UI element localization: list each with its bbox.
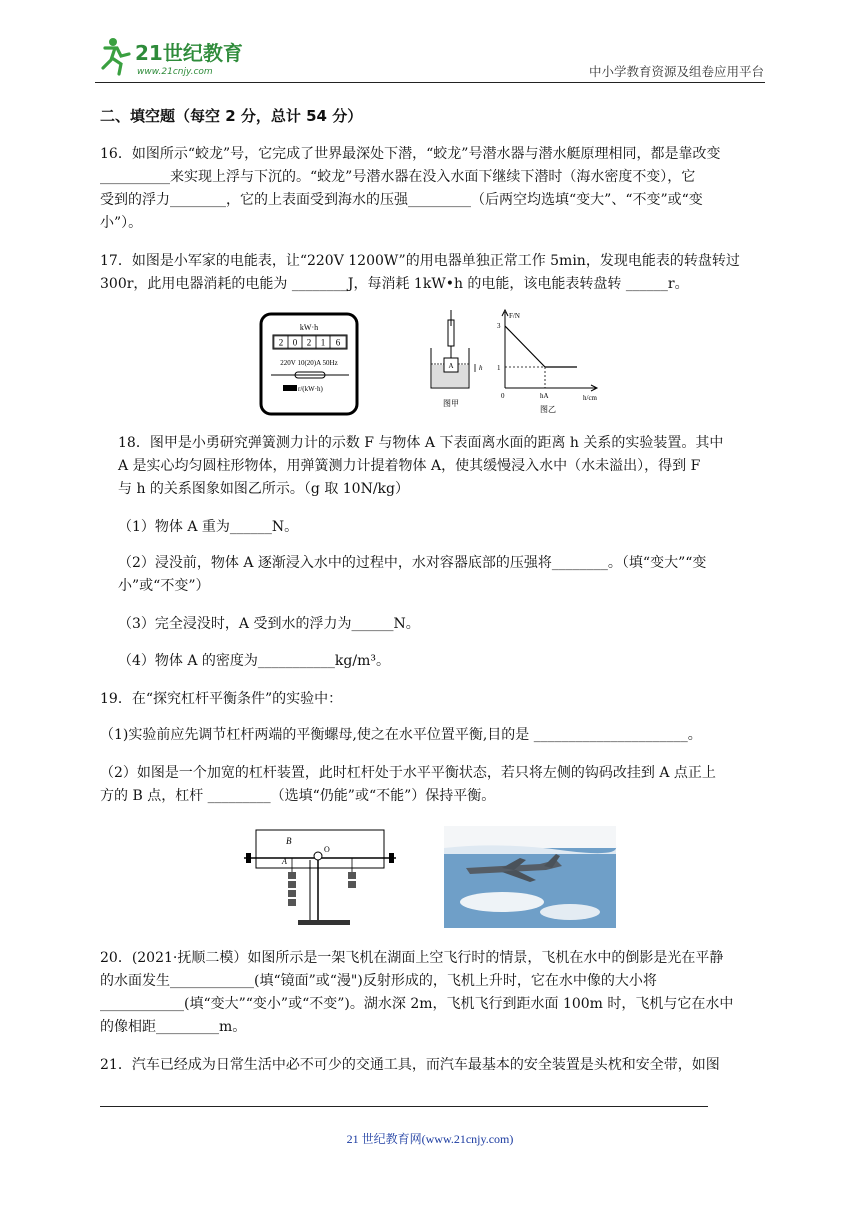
q18-line2: A 是实心均匀圆柱形物体，用弹簧测力计提着物体 A，使其缓慢浸入水中（水未溢出），得到 F	[118, 458, 701, 474]
x-axis-label: h/cm	[583, 394, 597, 402]
footer-divider	[100, 1106, 708, 1107]
q20-line1: 20．(2021·抚顺二模）如图所示是一架飞机在湖面上空飞行时的情景，飞机在水中的倒影是光在平静	[100, 950, 724, 966]
q20-line2: 的水面发生____________(填“镜面”或“漫")反射形成的，飞机上升时，它在水中像的大小将	[100, 973, 657, 989]
q18-line3: 与 h 的关系图象如图乙所示。（g 取 10N/kg）	[118, 481, 410, 497]
q20-line4: 的像相距_________m。	[100, 1019, 247, 1035]
platform-name: 中小学教育资源及组卷应用平台	[588, 64, 764, 79]
h-label: h	[479, 364, 483, 372]
q16-line4: 小”）。	[100, 215, 143, 231]
q20-line3: ____________(填“变大”“变小”或“不变”)。湖水深 2m，飞机飞行到距水面 100m 时，飞机与它在水中	[100, 996, 734, 1012]
meter-digit: 0	[292, 337, 298, 348]
section-title: 二、填空题（每空 2 分，总计 54 分）	[100, 107, 363, 125]
q17-line1: 17．如图是小军家的电能表，让“220V 1200W”的用电器单独正常工作 5min，发现电能表的转盘转过	[100, 253, 740, 269]
meter-digit: 6	[335, 337, 341, 348]
runner-icon	[103, 38, 129, 74]
meter-digit: 2	[278, 337, 284, 348]
object-a-label: A	[448, 362, 454, 370]
q21-line1: 21．汽车已经成为日常生活中必不可少的交通工具，而汽车最基本的安全装置是头枕和安全带，如图	[100, 1057, 720, 1073]
q18-sub2b: 小”或“不变”）	[118, 578, 210, 594]
point-b-label: B	[286, 836, 292, 846]
q19-line1: 19．在“探究杠杆平衡条件”的实验中：	[100, 691, 343, 707]
q18-sub3: （3）完全浸没时，A 受到水的浮力为______N。	[118, 616, 420, 632]
q16-line2: __________来实现上浮与下沉的。“蛟龙”号潜水器在没入水面下继续下潜时（海水密度不变），它	[100, 169, 696, 185]
lever-apparatus-figure	[244, 830, 396, 925]
logo-text: 21世纪教育	[135, 41, 243, 65]
airplane-photo	[444, 826, 616, 928]
y-tick-3: 3	[497, 322, 501, 330]
q17-line2: 300r，此用电器消耗的电能为 ________J，每消耗 1kW•h 的电能，该电能表转盘转 ______r。	[100, 276, 689, 292]
q16-line1: 16．如图所示“蛟龙”号，它完成了世界最深处下潜，“蛟龙”号潜水器与潜水艇原理相同，都是靠改变	[100, 146, 721, 162]
figure-row-1	[257, 308, 607, 418]
f-h-graph-figure	[497, 310, 598, 414]
meter-digit: 2	[306, 337, 312, 348]
meter-rate: r/(kW·h)	[298, 385, 323, 393]
q18-line1: 18．图甲是小勇研究弹簧测力计的示数 F 与物体 A 下表面离水面的距离 h 关系的实验装置。其中	[118, 435, 724, 451]
q18-sub4: （4）物体 A 的密度为___________kg/m³。	[118, 653, 390, 669]
beaker-setup-figure	[431, 310, 483, 408]
q18-sub2a: （2）浸没前，物体 A 逐渐浸入水中的过程中，水对容器底部的压强将________。（填“变大”“变	[118, 555, 707, 571]
y-axis-label: F/N	[509, 312, 520, 320]
footer-link[interactable]: 21 世纪教育网(www.21cnjy.com)	[346, 1132, 514, 1146]
q19-sub2b: 方的 B 点，杠杆 _________（选填“仍能”或“不能”）保持平衡。	[100, 788, 496, 804]
energy-meter-figure	[261, 314, 357, 414]
meter-spec: 220V 10(20)A 50Hz	[280, 359, 338, 367]
q18-sub1: （1）物体 A 重为______N。	[118, 519, 299, 535]
figure-row-2	[240, 820, 620, 930]
caption-yi: 图乙	[540, 405, 556, 414]
pivot-o-label: O	[324, 845, 330, 854]
meter-digit: 1	[320, 337, 326, 348]
site-logo	[95, 34, 265, 80]
point-a-label: A	[282, 857, 287, 866]
logo-url: www.21cnjy.com	[137, 67, 213, 77]
q16-line3: 受到的浮力________，它的上表面受到海水的压强_________（后两空均选填“变大”、“不变”或“变	[100, 192, 703, 208]
caption-jia: 图甲	[443, 399, 459, 408]
y-tick-1: 1	[497, 364, 501, 372]
header-divider	[95, 82, 765, 83]
meter-unit: kW·h	[299, 323, 319, 332]
q19-sub1: （1)实验前应先调节杠杆两端的平衡螺母,使之在水平位置平衡,目的是 ______________________。	[100, 727, 702, 743]
ha-label: hA	[540, 392, 549, 400]
origin-label: 0	[501, 392, 505, 400]
q19-sub2a: （2）如图是一个加宽的杠杆装置，此时杠杆处于水平平衡状态，若只将左侧的钩码改挂到 A 点正上	[100, 765, 716, 781]
